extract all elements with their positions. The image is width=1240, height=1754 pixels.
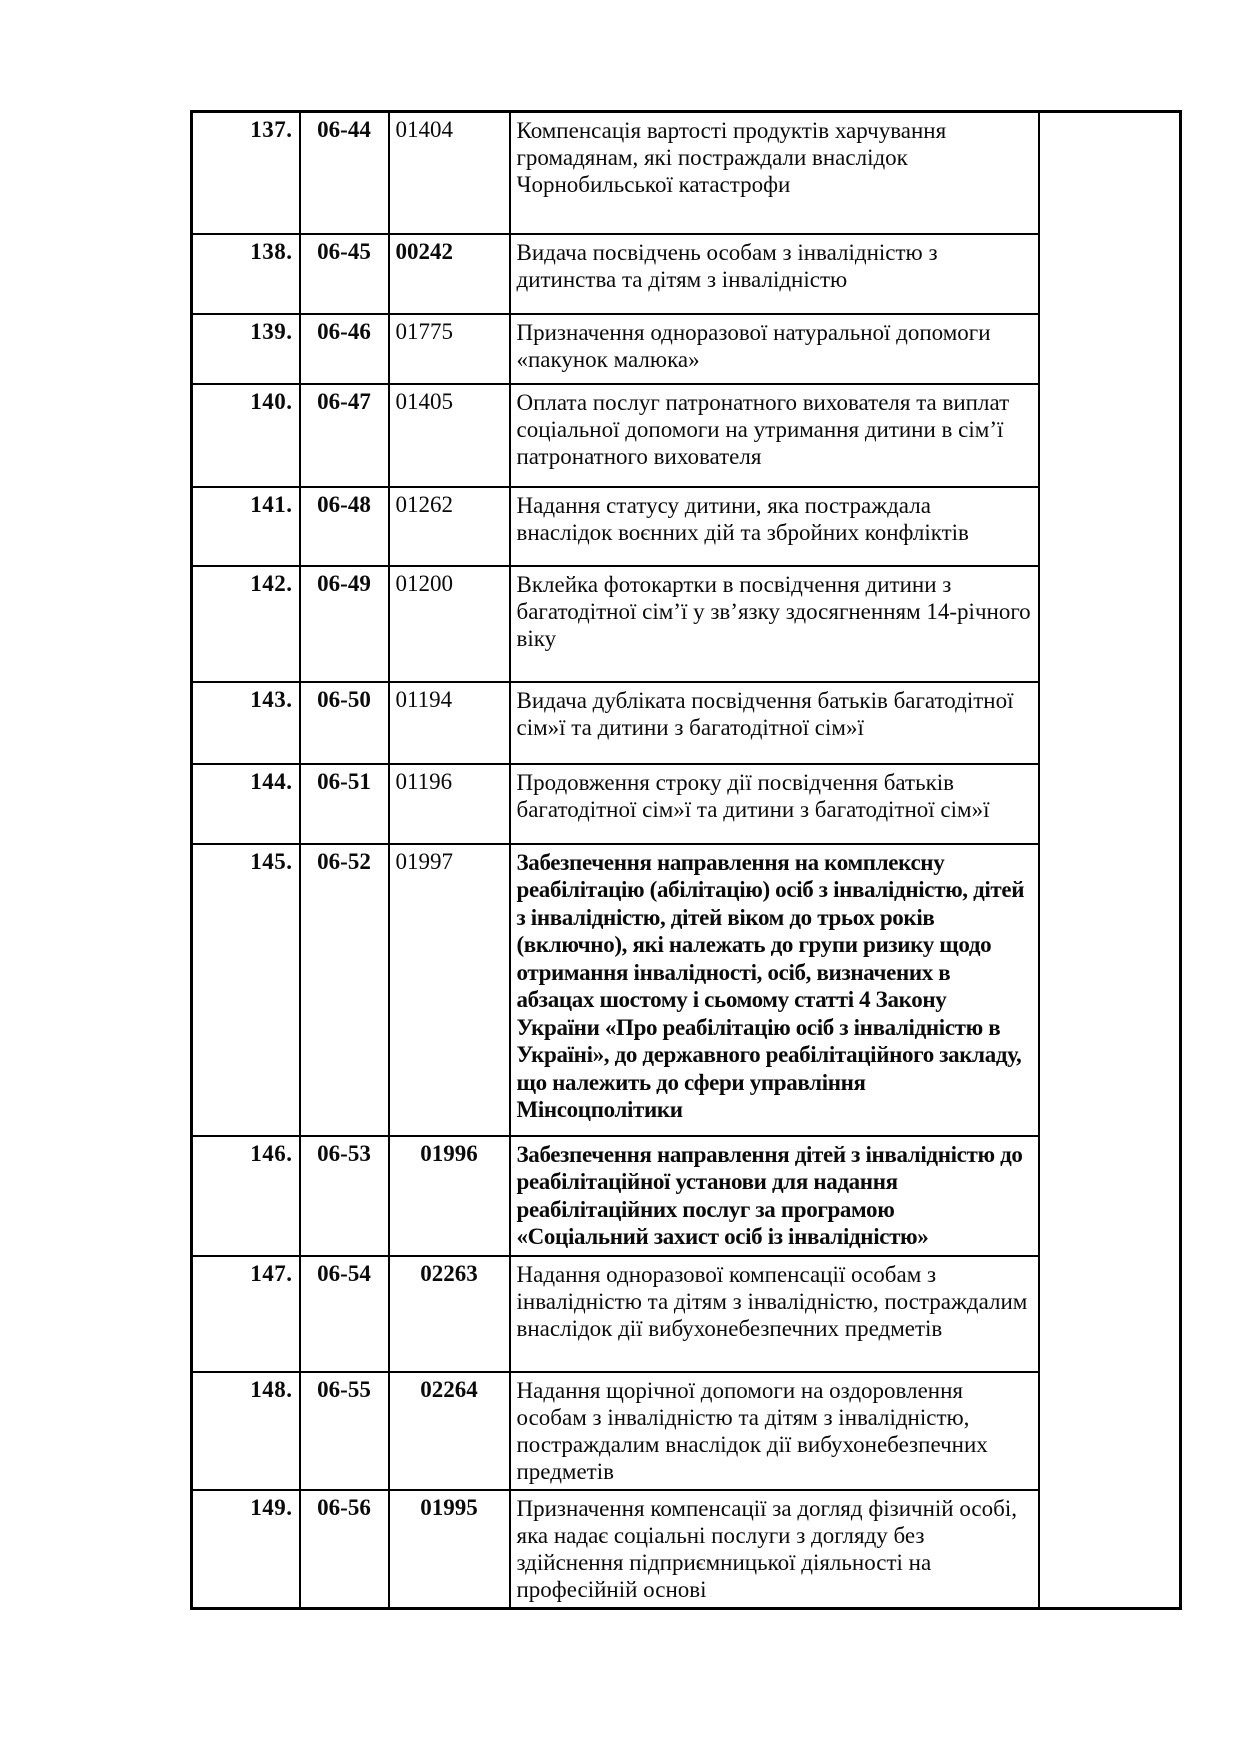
service-description-cell: Надання статусу дитини, яка постраждала внаслідок воєнних дій та збройних конфліктів [510,487,1039,566]
table-row [192,682,1181,764]
service-code-cell: 06-47 [300,384,389,487]
service-code-cell: 06-44 [300,112,389,234]
row-number-cell: 144. [192,764,300,844]
table-row [192,112,1181,234]
service-code-cell: 06-56 [300,1490,389,1609]
service-description-cell: Надання щорічної допомоги на оздоровлення особам з інвалідністю та дітям з інвалідністю, постраждалим внаслідок дії вибухонебезпечних предметів [510,1372,1039,1490]
service-code-cell: 06-53 [300,1136,389,1256]
row-number-cell: 145. [192,844,300,1136]
service-description-cell: Призначення одноразової натуральної допомоги «пакунок малюка» [510,314,1039,384]
registry-code-cell: 01404 [389,112,510,234]
registry-code-cell: 02263 [389,1256,510,1372]
table-row [192,487,1181,566]
service-code-cell: 06-55 [300,1372,389,1490]
service-code-cell: 06-49 [300,566,389,682]
row-number-cell: 137. [192,112,300,234]
registry-code-cell: 01196 [389,764,510,844]
registry-code-cell: 01405 [389,384,510,487]
row-number-cell: 138. [192,234,300,314]
row-number-cell: 141. [192,487,300,566]
table-row [192,566,1181,682]
row-number-cell: 148. [192,1372,300,1490]
row-number-cell: 139. [192,314,300,384]
service-description-cell: Видача посвідчень особам з інвалідністю з дитинства та дітям з інвалідністю [510,234,1039,314]
table-row [192,1136,1181,1256]
service-description-cell: Продовження строку дії посвідчення батьків багатодітної сім»ї та дитини з багатодітної сім»ї [510,764,1039,844]
service-code-cell: 06-45 [300,234,389,314]
row-number-cell: 149. [192,1490,300,1609]
service-description-cell: Призначення компенсації за догляд фізичній особі, яка надає соціальні послуги з догляду без здійснення підприємницької діяльності на професійній основі [510,1490,1039,1609]
service-description-cell: Надання одноразової компенсації особам з інвалідністю та дітям з інвалідністю, постраждалим внаслідок дії вибухонебезпечних предметів [510,1256,1039,1372]
registry-code-cell: 01996 [389,1136,510,1256]
service-code-cell: 06-52 [300,844,389,1136]
registry-code-cell: 02264 [389,1372,510,1490]
row-number-cell: 142. [192,566,300,682]
table-row [192,314,1181,384]
registry-code-cell: 01194 [389,682,510,764]
table-row [192,764,1181,844]
service-code-cell: 06-46 [300,314,389,384]
service-description-cell: Видача дубліката посвідчення батьків багатодітної сім»ї та дитини з багатодітної сім»ї [510,682,1039,764]
registry-code-cell: 01200 [389,566,510,682]
service-description-cell: Оплата послуг патронатного вихователя та виплат соціальної допомоги на утримання дитини в сім’ї патронатного вихователя [510,384,1039,487]
service-description-cell: Компенсація вартості продуктів харчування громадянам, які постраждали внаслідок Чорнобильської катастрофи [510,112,1039,234]
services-table [190,110,1182,1610]
table-row [192,1372,1181,1490]
row-number-cell: 143. [192,682,300,764]
registry-code-cell: 01997 [389,844,510,1136]
registry-code-cell: 00242 [389,234,510,314]
service-code-cell: 06-48 [300,487,389,566]
row-number-cell: 140. [192,384,300,487]
registry-code-cell: 01775 [389,314,510,384]
table-row [192,234,1181,314]
table-row [192,844,1181,1136]
table-row [192,1490,1181,1609]
service-code-cell: 06-51 [300,764,389,844]
registry-code-cell: 01995 [389,1490,510,1609]
row-number-cell: 147. [192,1256,300,1372]
registry-code-cell: 01262 [389,487,510,566]
table-row [192,384,1181,487]
service-code-cell: 06-54 [300,1256,389,1372]
service-description-cell: Забезпечення направлення дітей з інвалідністю до реабілітаційної установи для надання реабілітаційних послуг за програмою «Соціальний захист осіб із інвалідністю» [510,1136,1039,1256]
table-row [192,1256,1181,1372]
service-description-cell: Вклейка фотокартки в посвідчення дитини з багатодітної сім’ї у зв’язку здосягненням 14-річного віку [510,566,1039,682]
service-description-cell: Забезпечення направлення на комплексну реабілітацію (абілітацію) осіб з інвалідністю, дітей з інвалідністю, дітей віком до трьох років (включно), які належать до групи ризику щодо отримання інвалідності, осіб, визначених в абзацах шостому і сьомому статті 4 Закону України «Про реабілітацію осіб з інвалідністю в Україні», до державного реабілітаційного закладу, що належить до сфери управління Мінсоцполітики [510,844,1039,1136]
row-number-cell: 146. [192,1136,300,1256]
service-code-cell: 06-50 [300,682,389,764]
notes-cell [1039,112,1181,1609]
